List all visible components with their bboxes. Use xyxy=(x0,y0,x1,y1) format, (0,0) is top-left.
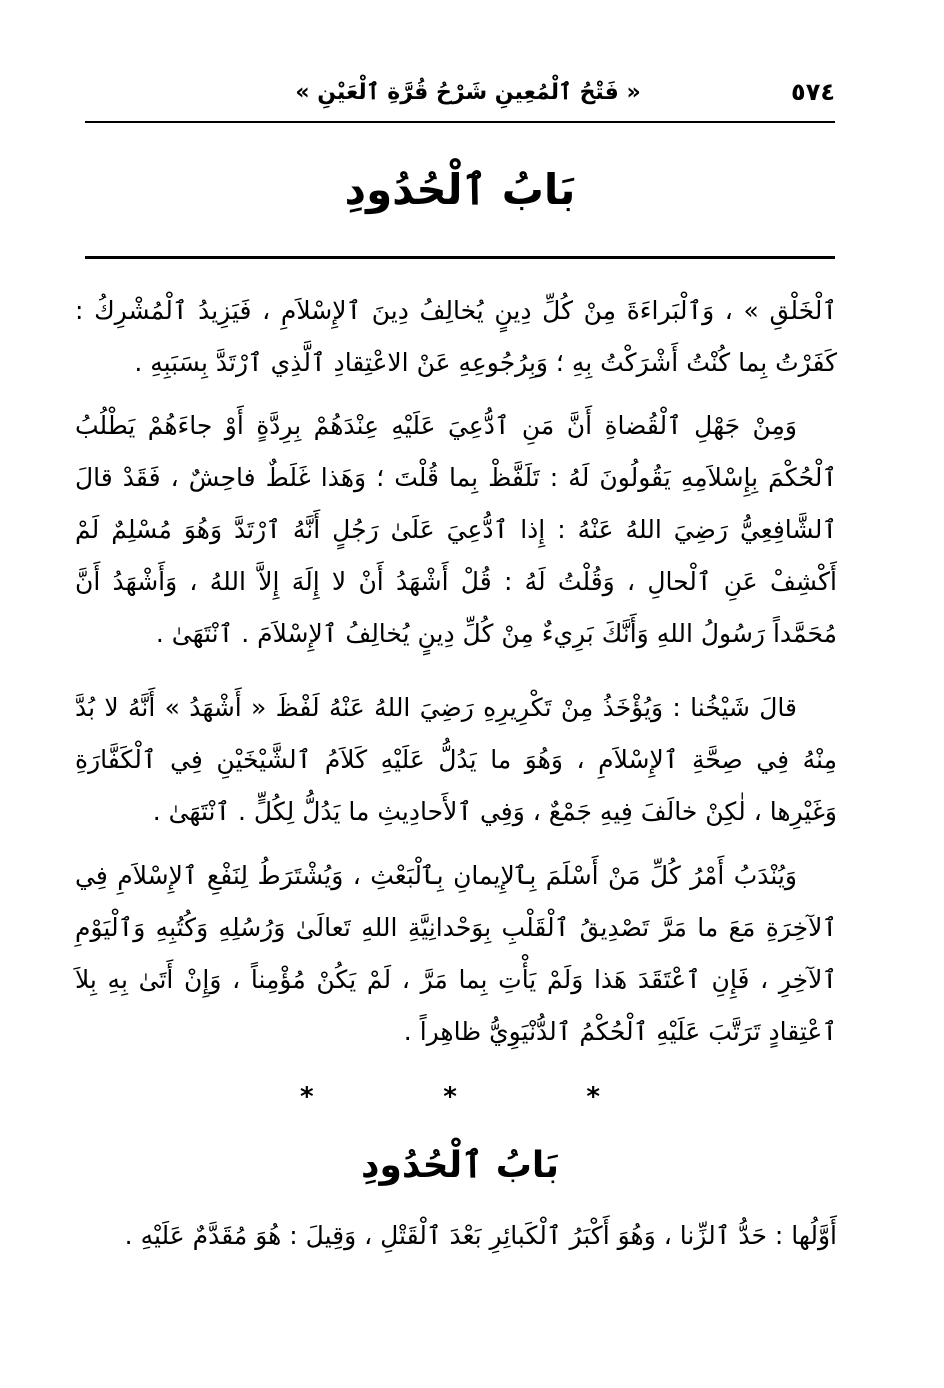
chapter-heading-bottom: بَابُ ٱلْحُدُودِ xyxy=(361,1145,559,1186)
header-rule xyxy=(85,121,835,123)
separator-star: * xyxy=(586,1082,600,1112)
paragraph-1: ٱلْخَلْقِ » ، وَٱلْبَراءَةَ مِنْ كُلِّ دِينٍ يُخالِفُ دِينَ ٱلإِسْلاَمِ ، فَيَزِيدُ ٱلْمُشْرِكُ : كَفَرْتُ بِما كُنْتُ أَشْرَكْتُ بِهِ ؛ وَبِرُجُوعِهِ عَنْ الاعْتِقادِ ٱلَّذِي ٱرْتَدَّ بِسَبَبِهِ . xyxy=(75,296,837,377)
page-header xyxy=(85,70,835,114)
paragraph-4: وَيُنْدَبُ أَمْرُ كُلِّ مَنْ أَسْلَمَ بِٱلإِيمانِ بِٱلْبَعْثِ ، وَيُشْتَرَطُ لِنَفْعِ ٱلإِسْلاَمِ فِي ٱلآخِرَةِ مَعَ ما مَرَّ تَصْدِيقُ ٱلْقَلْبِ بِوَحْدانِيَّةِ اللهِ تَعالَىٰ وَرُسُلِهِ وَكُتُبِهِ وَٱلْيَوْمِ ٱلآخِرِ ، فَإِنِ ٱعْتَقَدَ هَذا وَلَمْ يَأْتِ بِما مَرَّ ، لَمْ يَكُنْ مُؤْمِناً ، وَإِنْ أَتَىٰ بِهِ بِلاَ ٱعْتِقادٍ تَرَتَّبَ عَلَيْهِ ٱلْحُكْمُ ٱلدُّنْيَوِيُّ ظاهِراً . xyxy=(75,861,837,1046)
separator-star: * xyxy=(443,1082,457,1112)
running-title: « فَتْحُ ٱلْمُعِينِ شَرْحُ قُرَّةِ ٱلْعَيْنِ » xyxy=(295,79,641,105)
paragraph-5: أَوَّلُها : حَدُّ ٱلزِّنا ، وَهُوَ أَكْبَرُ ٱلْكَبائِرِ بَعْدَ ٱلْقَتْلِ ، وَقِيلَ : هُوَ مُقَدَّمٌ عَلَيْهِ . xyxy=(124,1221,837,1250)
page-number: ٥٧٤ xyxy=(791,78,835,106)
paragraph-3: قالَ شَيْخُنا : وَيُؤْخَذُ مِنْ تَكْرِيرِهِ رَضِيَ اللهُ عَنْهُ لَفْظَ « أَشْهَدُ » أَنَّهُ لا بُدَّ مِنْهُ فِي صِحَّةِ ٱلإِسْلاَمِ ، وَهُوَ ما يَدُلُّ عَلَيْهِ كَلاَمُ ٱلشَّيْخَيْنِ فِي ٱلْكَفَّارَةِ وَغَيْرِها ، لٰكِنْ خالَفَ فِيهِ جَمْعٌ ، وَفِي ٱلأَحادِيثِ ما يَدُلُّ لِكُلٍّ . ٱنْتَهَىٰ . xyxy=(75,693,837,826)
heading-rule xyxy=(85,256,835,259)
paragraph-2: وَمِنْ جَهْلِ ٱلْقُضاةِ أَنَّ مَنِ ٱدُّعِيَ عَلَيْهِ عِنْدَهُمْ بِرِدَّةٍ أَوْ جاءَهُمْ يَطْلُبُ ٱلْحُكْمَ بِإِسْلاَمِهِ يَقُولُونَ لَهُ : تَلَفَّظْ بِما قُلْتَ ؛ وَهَذا غَلَطٌ فاحِشٌ ، فَقَدْ قالَ ٱلشَّافِعِيُّ رَضِيَ اللهُ عَنْهُ : إِذا ٱدُّعِيَ عَلَىٰ رَجُلٍ أَنَّهُ ٱرْتَدَّ وَهُوَ مُسْلِمٌ لَمْ أَكْشِفْ عَنِ ٱلْحالِ ، وَقُلْتُ لَهُ : قُلْ أَشْهَدُ أَنْ لا إِلَهَ إِلاَّ اللهُ ، وَأَشْهَدُ أَنَّ مُحَمَّداً رَسُولُ اللهِ وَأَنَّكَ بَرِيءٌ مِنْ كُلِّ دِينٍ يُخالِفُ ٱلإِسْلاَمَ . ٱنْتَهَىٰ . xyxy=(75,411,837,648)
separator-star: * xyxy=(300,1082,314,1112)
section-separator xyxy=(300,1082,600,1112)
chapter-heading-top: بَابُ ٱلْحُدُودِ xyxy=(344,165,576,214)
